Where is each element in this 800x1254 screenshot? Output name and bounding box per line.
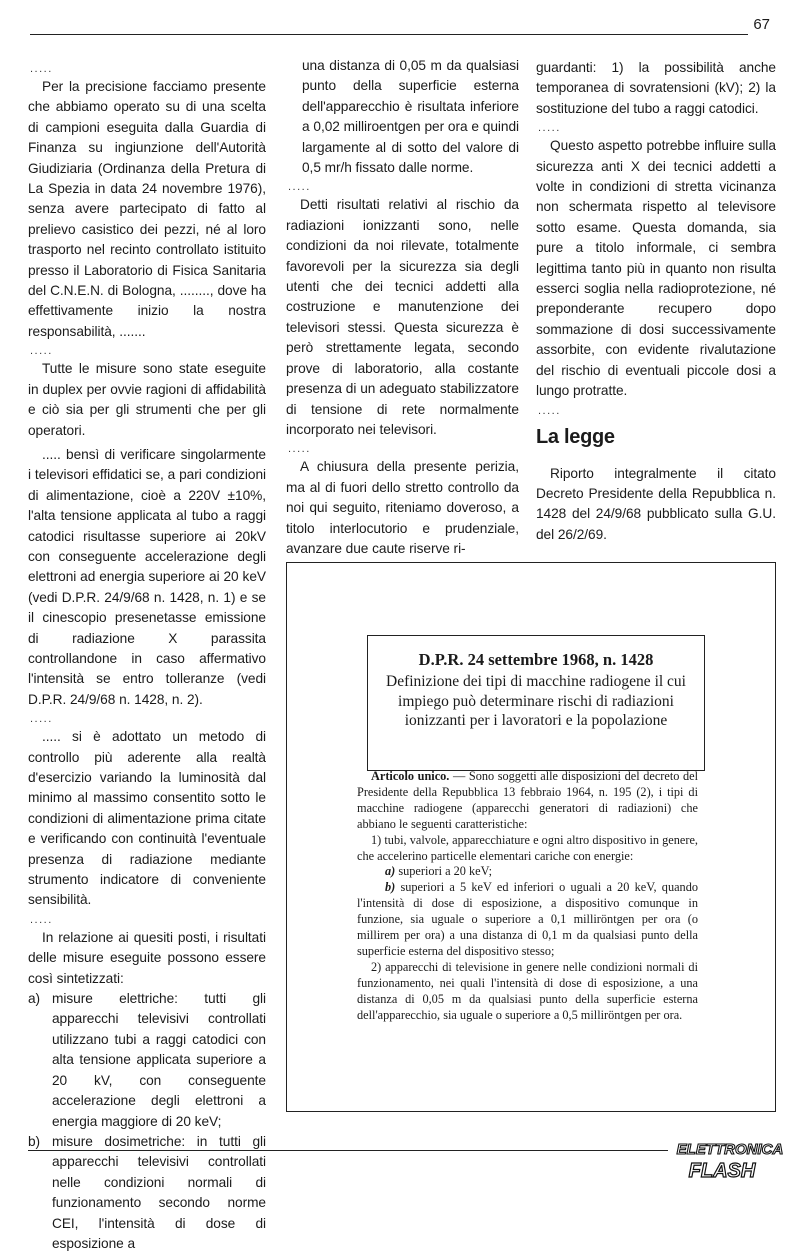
ellipsis-separator: .....	[288, 181, 311, 194]
decree-article	[357, 769, 698, 833]
ellipsis-separator: .....	[30, 713, 53, 726]
ellipsis-separator: .....	[538, 404, 561, 417]
page-number: 67	[753, 16, 770, 33]
elettronica-flash-logo	[676, 1134, 784, 1182]
ellipsis-separator: .....	[30, 63, 53, 75]
paragraph: ..... si è adottato un metodo di controllo più aderente alla realtà d'esercizio variando la luminosità dal minimo al massimo consentito sotto le condizioni di alimentazione prima citate e verificando con continuità l'eventuale presenza di radiazione mediante strumento indicatore di conveniente sensibilità.	[28, 729, 266, 908]
list-item-text: misure elettriche: tutti gli apparecchi televisivi controllati utilizzano tubi a raggi catodici con alta tensione applicata superiore a 20 kV, con conseguente accelerazione degli elettroni a energia maggiore di 20 keV;	[52, 991, 266, 1129]
paragraph: A chiusura della presente perizia, ma al di fuori dello stretto controllo da noi qui seguito, riteniamo doveroso, a titolo interlocutorio e prudenziale, avanzare due caute riserve ri-	[286, 459, 519, 556]
ellipsis-separator: .....	[30, 345, 53, 358]
subitem-text: superiori a 5 keV ed inferiori o uguali a 20 keV, quando l'intensità di dose di esposizione, a dispositivo comunque in funzione, sia uguale o superiore a 0,1 milliröntgen per ora (o millirem per ora) a una distanza di 0,1 m da qualsiasi punto della superficie esterna del dispositivo stesso;	[357, 880, 698, 958]
list-marker: b)	[28, 1133, 41, 1149]
ellipsis-separator: .....	[288, 443, 311, 456]
decree-subtitle: Definizione dei tipi di macchine radiogene il cui impiego può determinare rischi di radiazioni ionizzanti per i lavoratori e la popolazione	[386, 673, 686, 729]
decree-title-box	[367, 635, 705, 771]
decree-item: 1) tubi, valvole, apparecchiature e ogni altro dispositivo in genere, che accelerino particelle elementari cariche con energie:	[357, 832, 698, 863]
paragraph: Tutte le misure sono state eseguite in duplex per ovvie ragioni di affidabilità e ciò sia per gli strumenti che per gli operatori.	[28, 361, 266, 438]
article-text: — Sono soggetti alle disposizioni del decreto del Presidente della Repubblica 13 febbraio 1964, n. 195 (2), i tipi di macchine radiogene (apparecchi generatori di radiazioni) che abbiano le seguenti caratteristiche:	[357, 769, 699, 831]
list-item	[28, 989, 266, 1132]
subitem-text: superiori a 20 keV;	[395, 864, 493, 879]
list-marker: a)	[28, 991, 41, 1007]
decree-excerpt-frame	[286, 562, 776, 1112]
decree-subitem	[357, 880, 698, 960]
paragraph: Riporto integralmente il citato Decreto Presidente della Repubblica n. 1428 del 24/9/68 pubblicato sulla G.U. del 26/2/69.	[536, 465, 776, 542]
decree-item: 2) apparecchi di televisione in genere nelle condizioni normali di funzionamento, nei quali l'intensità di dose di esposizione, a una distanza di 0,05 m da qualsiasi punto della superficie esterna dell'apparecchio, sia uguale o superiore a 0,5 milliröntgen per ora.	[357, 959, 698, 1022]
column-2	[286, 56, 519, 559]
paragraph: una distanza di 0,05 m da qualsiasi punto della superficie esterna dell'apparecchio è risultata inferiore a 0,02 milliroentgen per ora e quindi largamente al di sotto del valore di 0,5 mr/h fissato dalle norme.	[302, 58, 519, 176]
column-1	[28, 60, 266, 1254]
ellipsis-separator: .....	[538, 122, 561, 135]
results-list	[28, 989, 266, 1254]
column-3	[536, 58, 776, 545]
list-item-text: misure dosimetriche: in tutti gli apparecchi televisivi controllati nelle condizioni normali di funzionamento secondo norme CEI, l'intensità di dose di esposizione a	[52, 1133, 266, 1251]
paragraph: ..... bensì di verificare singolarmente i televisori effidatici se, a pari condizioni di alimentazione, cioè a 220V ±10%, l'alta tensione applicata al tubo a raggi catodici risultasse superiore ai 20kV con conseguente accelerazione degli elettroni ad energia superiore ai 20 keV (vedi D.P.R. 24/9/68 n. 1428, n. 1) e se il cinescopio presenetasse emissione di radiazione X parassita controllandone in caso affermativo l'intensità se entro tolleranze (vedi D.P.R. 24/9/68 n. 1428, n. 2).	[28, 446, 266, 707]
ellipsis-separator: .....	[30, 913, 53, 926]
section-heading: La legge	[536, 425, 615, 448]
bottom-rule	[28, 1150, 668, 1151]
paragraph: Per la precisione facciamo presente che abbiamo operato su di una scelta di campioni eseguita dalla Guardia di Finanza su ingiunzione dell'Autorità Giudiziaria (Ordinanza della Pretura di La Spezia in data 24 novembre 1976), senza avere partecipato di fatto al prelievo casistico dei pezzi, né al loro trasporto nel recinto controllato istituito presso il Laboratorio di Fisica Sanitaria del C.N.E.N. di Bologna, ........, dove ha effettivamente inizio la nostra responsabilità, .......	[28, 79, 266, 339]
paragraph: Questo aspetto potrebbe influire sulla sicurezza anti X dei tecnici addetti a volte in condizioni di stretta vicinanza non schermata rispetto al televisore sotto esame. Questa domanda, sia pure a titolo informale, ci sembra legittima tanto più in quanto non risulta esserci soglia nella radioprotezione, né preponderante recupero dopo sommazione di dosi successivamente assorbite, con evidente rivalutazione del rischio di eventuali piccole dosi a lungo protratte.	[536, 138, 776, 399]
paragraph: Detti risultati relativi al rischio da radiazioni ionizzanti sono, nelle condizioni da noi rilevate, totalmente favorevoli per la sicurezza sia degli utenti che dei tecnici addetti alla costruzione e manutenzione dei televisori stessi. Questa sicurezza è però strettamente legata, secondo prove di laboratorio, alla costante presenza di un adeguato stabilizzatore di tensione di rete normalmente incorporato nei televisori.	[286, 197, 519, 437]
decree-title: D.P.R. 24 settembre 1968, n. 1428	[418, 650, 654, 669]
decree-subitem	[357, 864, 698, 880]
subitem-label: a)	[385, 864, 396, 879]
logo-text-line2: FLASH	[688, 1160, 756, 1182]
paragraph: guardanti: 1) la possibilità anche temporanea di sovratensioni (kV); 2) la sostituzione del tubo a raggi catodici.	[536, 60, 776, 116]
subitem-label: b)	[385, 880, 396, 895]
logo-text-line1: ELETTRONICA	[676, 1141, 784, 1158]
decree-body	[357, 769, 698, 1024]
article-label: Articolo unico.	[371, 769, 450, 783]
paragraph: In relazione ai quesiti posti, i risultati delle misure eseguite possono essere così sintetizzati:	[28, 929, 266, 986]
top-rule	[30, 34, 748, 35]
